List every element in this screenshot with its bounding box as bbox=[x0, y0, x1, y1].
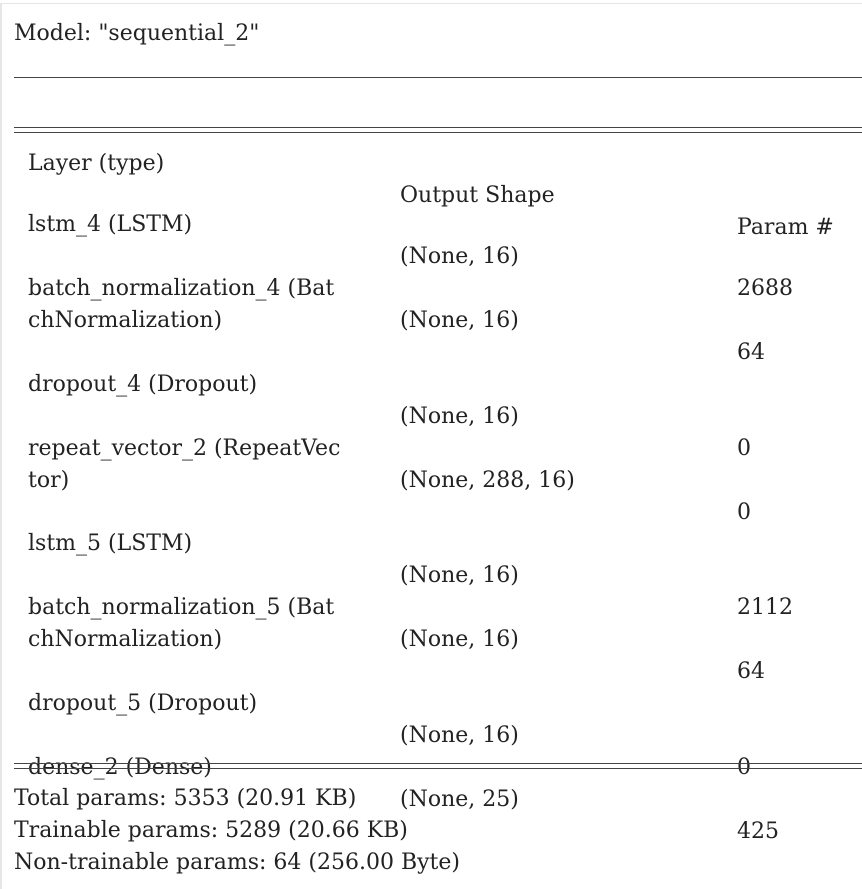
header-output-shape: Output Shape bbox=[400, 183, 555, 208]
layer-name: lstm_4 (LSTM) bbox=[28, 212, 193, 237]
output-cell bbox=[0, 3, 862, 889]
trainable-params: Trainable params: 5289 (20.66 KB) bbox=[14, 818, 408, 843]
param-count: 2688 bbox=[737, 276, 793, 301]
non-trainable-params: Non-trainable params: 64 (256.00 Byte) bbox=[14, 850, 460, 875]
output-shape: (None, 16) bbox=[400, 723, 519, 748]
param-count: 425 bbox=[737, 819, 779, 844]
output-shape: (None, 16) bbox=[400, 308, 519, 333]
output-shape: (None, 16) bbox=[400, 404, 519, 429]
output-shape: (None, 288, 16) bbox=[400, 468, 575, 493]
total-params: Total params: 5353 (20.91 KB) bbox=[14, 786, 357, 811]
output-shape: (None, 25) bbox=[400, 787, 519, 812]
layer-name-line2: chNormalization) bbox=[28, 308, 223, 333]
header-bottom-rule bbox=[14, 127, 862, 133]
param-count: 0 bbox=[737, 436, 751, 461]
output-shape: (None, 16) bbox=[400, 563, 519, 588]
param-count: 0 bbox=[737, 755, 751, 780]
layer-name: dense_2 (Dense) bbox=[28, 755, 212, 780]
header-top-rule bbox=[14, 77, 862, 78]
param-count: 64 bbox=[737, 659, 765, 684]
header-param: Param # bbox=[737, 215, 834, 240]
layer-name-line2: tor) bbox=[28, 468, 70, 493]
param-count: 2112 bbox=[737, 595, 793, 620]
totals-top-rule bbox=[14, 763, 862, 769]
output-shape: (None, 16) bbox=[400, 627, 519, 652]
layer-name-line2: chNormalization) bbox=[28, 627, 223, 652]
layer-name: dropout_5 (Dropout) bbox=[28, 691, 258, 716]
param-count: 0 bbox=[737, 500, 751, 525]
layer-name-line1: batch_normalization_5 (Bat bbox=[28, 595, 335, 620]
header-layer: Layer (type) bbox=[28, 151, 165, 176]
param-count: 64 bbox=[737, 340, 765, 365]
model-title: Model: "sequential_2" bbox=[14, 21, 260, 46]
layer-name: lstm_5 (LSTM) bbox=[28, 531, 193, 556]
layer-name-line1: batch_normalization_4 (Bat bbox=[28, 276, 335, 301]
layer-name: dropout_4 (Dropout) bbox=[28, 372, 258, 397]
output-shape: (None, 16) bbox=[400, 244, 519, 269]
layer-name-line1: repeat_vector_2 (RepeatVec bbox=[28, 436, 341, 461]
